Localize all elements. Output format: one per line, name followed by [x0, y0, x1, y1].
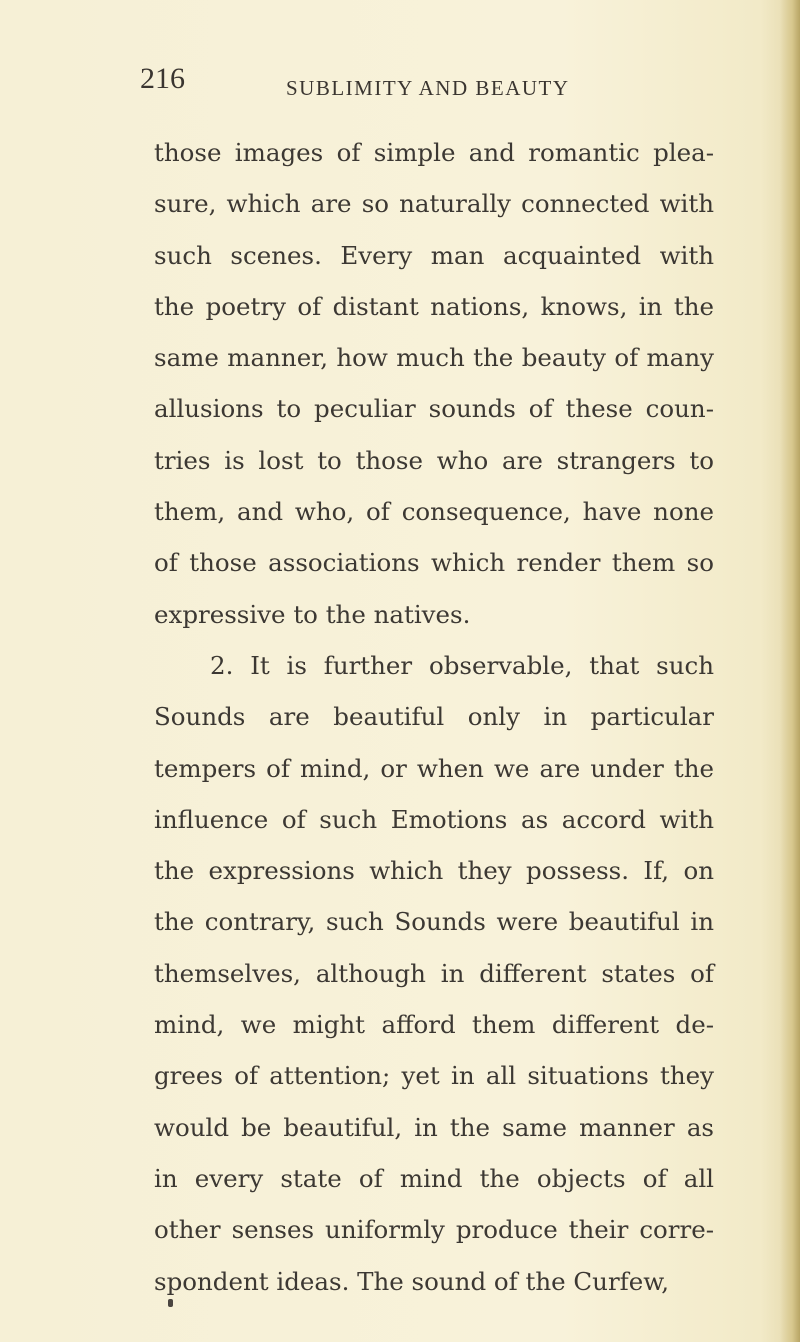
- text-line: grees of attention; yet in all situations they: [154, 1061, 714, 1091]
- text-line: such scenes. Every man acquainted with: [154, 240, 714, 270]
- text-line: expressive to the natives.: [154, 599, 471, 629]
- text-line: those images of simple and romantic plea-: [154, 138, 714, 167]
- text-line: other senses uniformly produce their corre-: [154, 1215, 714, 1245]
- ink-mark: [168, 1299, 173, 1307]
- text-line: same manner, how much the beauty of many: [154, 343, 714, 373]
- text-line: allusions to peculiar sounds of these coun-: [154, 394, 714, 424]
- body-text: [154, 127, 714, 1307]
- text-line: the contrary, such Sounds were beautiful in: [154, 907, 714, 937]
- text-line: themselves, although in different states of: [154, 958, 714, 988]
- text-line: the expressions which they possess. If, on: [154, 856, 714, 886]
- text-line: of those associations which render them so: [154, 548, 714, 578]
- text-line: sure, which are so naturally connected with: [154, 189, 714, 219]
- text-line: the poetry of distant nations, knows, in the: [154, 291, 714, 321]
- text-line: 2. It is further observable, that such: [210, 650, 714, 680]
- running-head: SUBLIMITY AND BEAUTY: [286, 76, 570, 100]
- text-line: would be beautiful, in the same manner as: [154, 1112, 714, 1142]
- page-edge-shadow: [780, 0, 800, 1342]
- text-line: Sounds are beautiful only in particular: [154, 702, 714, 732]
- page-header: [0, 62, 800, 112]
- text-line: in every state of mind the objects of all: [154, 1163, 714, 1193]
- text-line: influence of such Emotions as accord with: [154, 804, 714, 834]
- text-line: spondent ideas. The sound of the Curfew,: [154, 1266, 670, 1296]
- page-number: 216: [140, 62, 185, 95]
- text-line: tries is lost to those who are strangers to: [154, 445, 714, 475]
- text-line: mind, we might afford them different de-: [154, 1010, 714, 1040]
- text-line: tempers of mind, or when we are under the: [154, 753, 714, 783]
- text-line: them, and who, of consequence, have none: [154, 497, 714, 527]
